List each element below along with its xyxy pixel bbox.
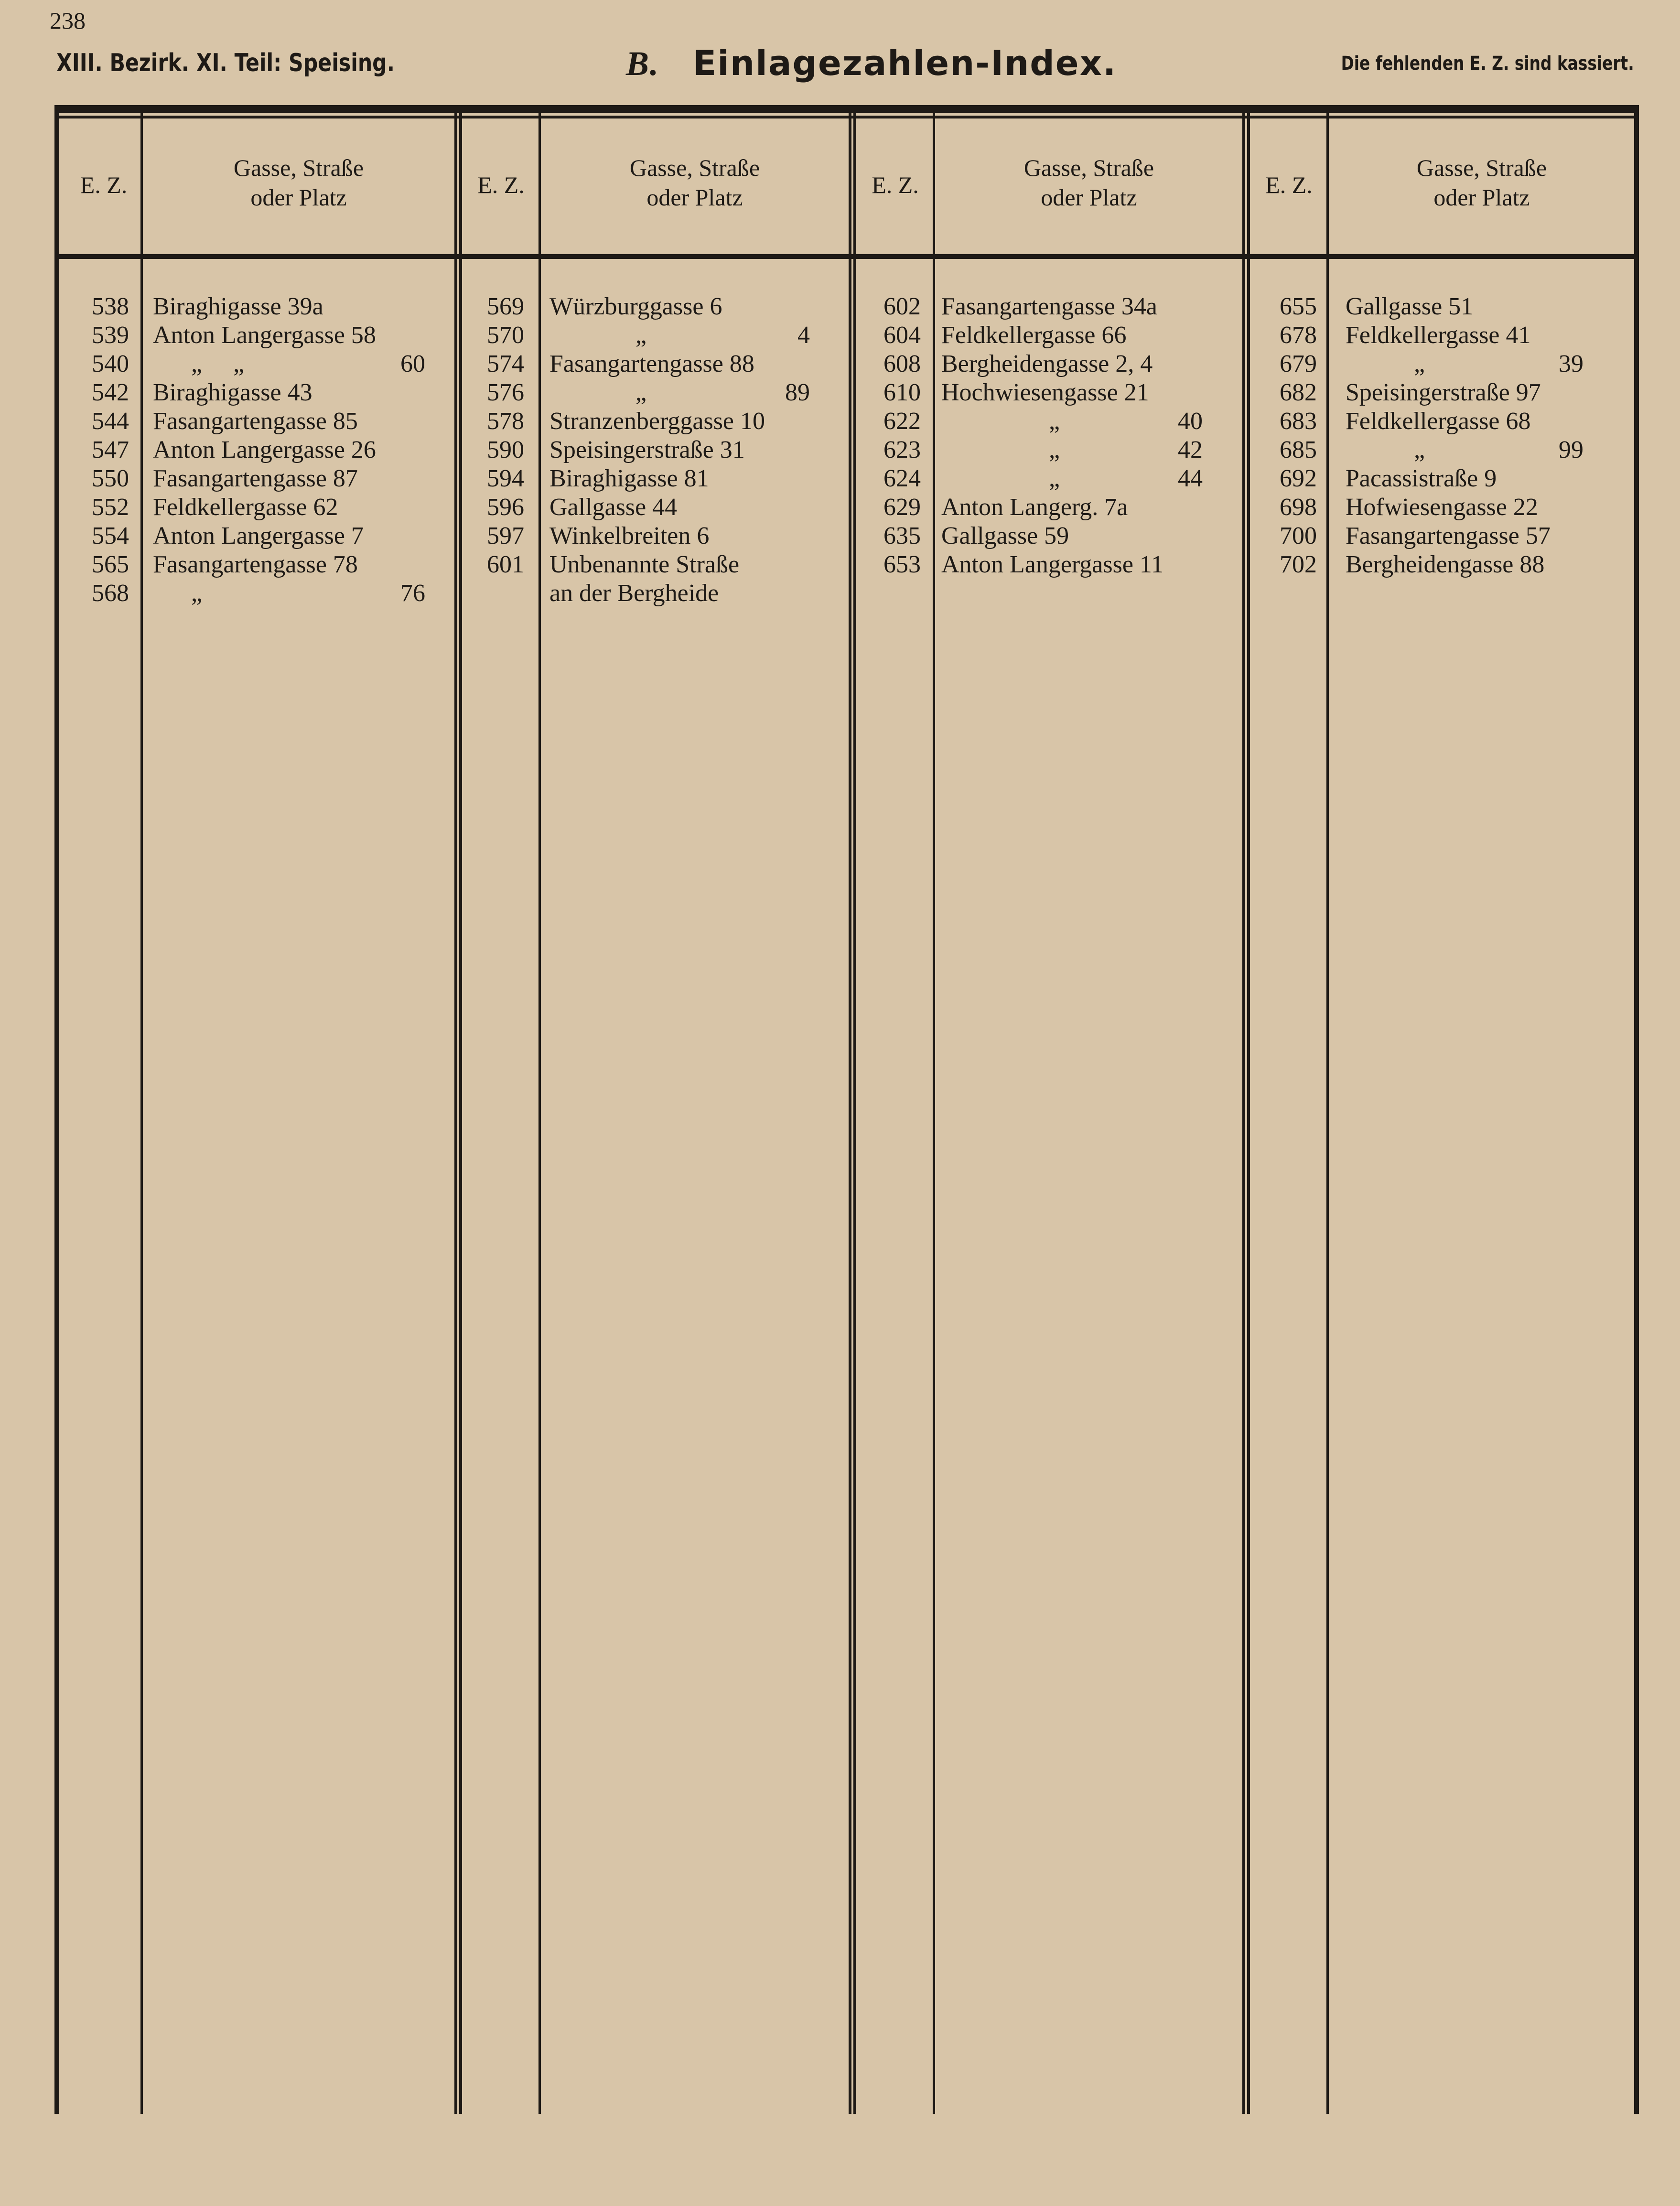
ez-number: 570: [487, 322, 524, 349]
index-column-1: [72, 292, 425, 608]
table-row: [72, 464, 406, 493]
ez-number: 596: [487, 494, 524, 521]
header-street-line1: Gasse, Straße: [1416, 154, 1547, 181]
street-entry: Gallgasse 51: [1346, 293, 1474, 320]
ditto-mark: „: [1414, 350, 1425, 377]
ez-number: 578: [487, 408, 524, 435]
house-number: 60: [400, 350, 425, 377]
header-street-line1: Gasse, Straße: [629, 154, 760, 181]
table-row: [1256, 350, 1591, 378]
table-row: [468, 350, 803, 378]
street-entry: Anton Langergasse 26: [153, 436, 376, 463]
ez-number: 538: [92, 293, 129, 320]
street-entry: Pacassistraße 9: [1346, 465, 1497, 492]
header-ez: E. Z.: [1265, 172, 1313, 198]
table-row: [862, 321, 1197, 350]
ez-number: 698: [1280, 494, 1317, 521]
table-row: [468, 550, 803, 579]
district-heading: XIII. Bezirk. XI. Teil: Speising.: [56, 49, 395, 77]
title-text: Einlagezahlen-Index.: [693, 43, 1117, 83]
table-row: [862, 350, 1197, 378]
ez-number: 576: [487, 379, 524, 406]
street-entry: Unbenannte Straße: [549, 551, 740, 578]
section-letter: B.: [626, 44, 660, 83]
street-entry: Bergheidengasse 2, 4: [941, 350, 1153, 377]
ez-number: 547: [92, 436, 129, 463]
ditto-mark: „: [191, 580, 203, 607]
ez-number: 624: [883, 465, 921, 492]
table-row: [862, 522, 1197, 550]
ez-number: 700: [1280, 522, 1317, 549]
street-entry: Hochwiesengasse 21: [941, 379, 1149, 406]
street-entry: Feldkellergasse 62: [153, 494, 338, 521]
ez-number: 590: [487, 436, 524, 463]
ez-number: 683: [1280, 408, 1317, 435]
table-row: [1256, 378, 1591, 407]
ez-number: 635: [883, 522, 921, 549]
ditto-mark: „: [1049, 465, 1060, 492]
house-number: 42: [1178, 436, 1203, 463]
ditto-mark: „: [635, 379, 647, 406]
table-row: [468, 407, 803, 436]
ditto-mark: „: [1049, 408, 1060, 435]
street-entry: Würzburggasse 6: [549, 293, 722, 320]
table-header-rule: [59, 254, 1634, 259]
table-row: [862, 407, 1203, 436]
table-row: [862, 464, 1203, 493]
ez-number: 597: [487, 522, 524, 549]
table-row: [1256, 464, 1591, 493]
table-row: [468, 493, 803, 522]
ez-number: 622: [883, 408, 921, 435]
table-row: [862, 493, 1197, 522]
ez-number: 602: [883, 293, 921, 320]
table-row: [1256, 407, 1591, 436]
street-entry: Biraghigasse 43: [153, 379, 312, 406]
street-entry: Biraghigasse 39a: [153, 293, 323, 320]
street-entry: Fasangartengasse 87: [153, 465, 358, 492]
header-street-line2: oder Platz: [1433, 184, 1530, 211]
ez-number: 679: [1280, 350, 1317, 377]
ez-number: 685: [1280, 436, 1317, 463]
table-row: [72, 550, 406, 579]
cancelled-note: Die fehlenden E. Z. sind kassiert.: [1341, 53, 1634, 75]
ez-number: 692: [1280, 465, 1317, 492]
column-divider-double: [849, 113, 856, 2114]
ditto-mark: „: [1049, 436, 1060, 463]
street-entry: Anton Langergasse 58: [153, 322, 376, 349]
table-row: [468, 522, 803, 550]
table-row: [72, 493, 406, 522]
table-row: [468, 464, 803, 493]
street-entry: Speisingerstraße 97: [1346, 379, 1541, 406]
header-street: [541, 153, 848, 212]
header-street: [1329, 153, 1634, 212]
ez-number: 655: [1280, 293, 1317, 320]
header-street: [143, 153, 454, 212]
street-entry: Bergheidengasse 88: [1346, 551, 1545, 578]
street-entry: Biraghigasse 81: [549, 465, 709, 492]
header-street-line2: oder Platz: [646, 184, 743, 211]
street-entry: Winkelbreiten 6: [549, 522, 710, 549]
ez-number: 552: [92, 494, 129, 521]
table-row: [468, 321, 810, 350]
header-street-line2: oder Platz: [250, 184, 347, 211]
ez-number: 544: [92, 408, 129, 435]
header-street-line2: oder Platz: [1041, 184, 1137, 211]
street-entry: Hofwiesengasse 22: [1346, 494, 1538, 521]
house-number: 89: [785, 379, 810, 406]
table-row: [1256, 436, 1591, 464]
table-row: [72, 522, 406, 550]
ez-number: 550: [92, 465, 129, 492]
street-entry: Anton Langerg. 7a: [941, 494, 1128, 521]
header-street-line1: Gasse, Straße: [1023, 154, 1154, 181]
index-column-4: [1256, 292, 1591, 579]
street-entry: Speisingerstraße 31: [549, 436, 745, 463]
street-entry: Fasangartengasse 57: [1346, 522, 1551, 549]
column-divider-double: [1634, 113, 1640, 2114]
ez-number: 601: [487, 551, 524, 578]
ez-number: 565: [92, 551, 129, 578]
street-entry: an der Bergheide: [549, 580, 719, 607]
ditto-mark: „: [1414, 436, 1425, 463]
table-row: [468, 378, 810, 407]
house-number: 4: [797, 322, 810, 349]
table-row: [72, 378, 406, 407]
table-row: [72, 579, 425, 608]
ez-number: 568: [92, 580, 129, 607]
table-row: [862, 292, 1197, 321]
house-number: 99: [1559, 436, 1583, 463]
table-row: [862, 436, 1203, 464]
ez-number: 540: [92, 350, 129, 377]
page-title: [626, 43, 1117, 84]
table-row: [72, 436, 406, 464]
table-row: [468, 292, 803, 321]
ez-number: 610: [883, 379, 921, 406]
ez-number: 574: [487, 350, 524, 377]
ditto-mark: „: [635, 322, 647, 349]
ez-number: 629: [883, 494, 921, 521]
street-entry: Feldkellergasse 66: [941, 322, 1127, 349]
street-entry: Feldkellergasse 68: [1346, 408, 1531, 435]
header-street-line1: Gasse, Straße: [233, 154, 364, 181]
ez-number: 539: [92, 322, 129, 349]
street-entry: Fasangartengasse 85: [153, 408, 358, 435]
house-number: 76: [400, 580, 425, 607]
house-number: 40: [1178, 408, 1203, 435]
header-street: [936, 153, 1242, 212]
ez-number: 608: [883, 350, 921, 377]
ez-number: 702: [1280, 551, 1317, 578]
street-entry: Stranzenberggasse 10: [549, 408, 765, 435]
table-row: [72, 350, 425, 378]
column-divider-double: [454, 113, 462, 2114]
ez-number: 653: [883, 551, 921, 578]
table-row: [1256, 493, 1591, 522]
house-number: 44: [1178, 465, 1203, 492]
ditto-mark: „ „: [191, 350, 245, 377]
index-column-3: [862, 292, 1203, 579]
ez-number: 678: [1280, 322, 1317, 349]
ez-number: 594: [487, 465, 524, 492]
street-entry: Anton Langergasse 7: [153, 522, 364, 549]
table-row: [1256, 550, 1591, 579]
street-entry: Anton Langergasse 11: [941, 551, 1164, 578]
street-entry: Fasangartengasse 78: [153, 551, 358, 578]
header-ez: E. Z.: [80, 172, 128, 198]
ez-number: 569: [487, 293, 524, 320]
table-row: [1256, 522, 1591, 550]
ez-number: 623: [883, 436, 921, 463]
table-row: [72, 407, 406, 436]
table-row: [72, 292, 406, 321]
page-number: 238: [50, 7, 86, 34]
ez-number: 604: [883, 322, 921, 349]
ez-number: 542: [92, 379, 129, 406]
table-row: [72, 321, 406, 350]
index-column-2: [468, 292, 810, 608]
table-row: [1256, 292, 1591, 321]
table-row: [468, 579, 803, 608]
ez-number: 682: [1280, 379, 1317, 406]
table-row: [862, 378, 1197, 407]
table-inner-top-rule: [59, 116, 1634, 118]
house-number: 39: [1559, 350, 1583, 377]
street-entry: Feldkellergasse 41: [1346, 322, 1531, 349]
table-row: [468, 436, 803, 464]
street-entry: Gallgasse 59: [941, 522, 1069, 549]
street-entry: Gallgasse 44: [549, 494, 678, 521]
street-entry: Fasangartengasse 34a: [941, 293, 1157, 320]
header-ez: E. Z.: [477, 172, 525, 198]
table-row: [862, 550, 1197, 579]
header-ez: E. Z.: [872, 172, 919, 198]
ez-number: 554: [92, 522, 129, 549]
table-row: [1256, 321, 1591, 350]
column-divider-double: [1242, 113, 1250, 2114]
street-entry: Fasangartengasse 88: [549, 350, 754, 377]
